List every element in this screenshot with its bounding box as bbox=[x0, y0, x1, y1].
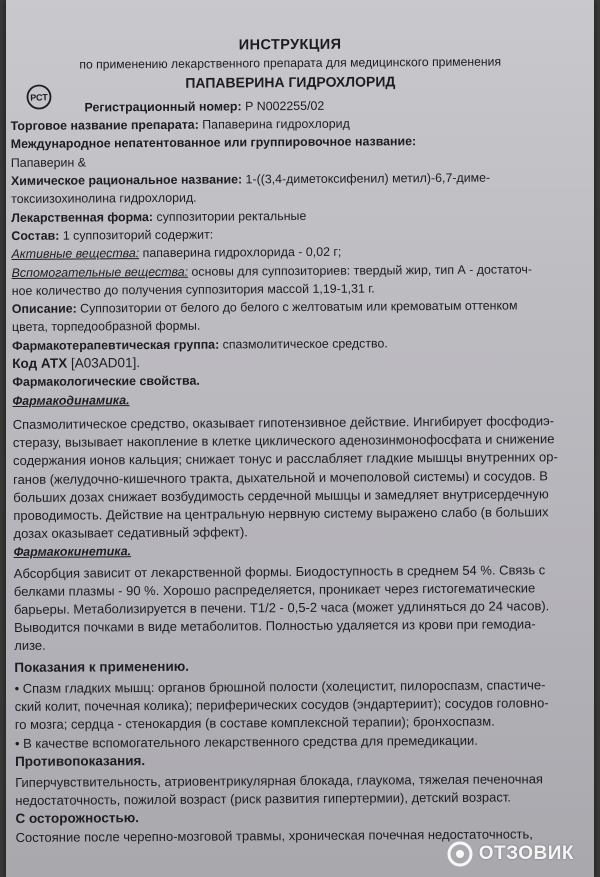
contraindications-line: недостаточность, пожилой возраст (риск развития гипертермии), детский возраст. bbox=[15, 789, 512, 809]
indications-line: ский колит, почечная колика); периферических сосудов (эндартериит); сосудов головно- bbox=[14, 695, 549, 715]
excipients-row bbox=[12, 260, 572, 282]
chemical-name-label: Химическое рациональное название: bbox=[10, 172, 243, 189]
pd-line: стеразу, вызывает накопление в клетке циклического аденозинмонофосфата и снижение bbox=[12, 431, 555, 451]
excipients-label: Вспомогательные вещества: bbox=[11, 264, 189, 280]
dosage-form-label: Лекарственная форма: bbox=[11, 209, 154, 225]
pk-line: барьеры. Метаболизируется в печени. Т1/2 - 0,5-2 часа (может удлиняться до 24 часов). bbox=[13, 598, 550, 618]
active-substances-value: папаверина гидрохлорида - 0,02 г; bbox=[142, 244, 342, 261]
description-continuation: цвета, торпедообразной формы. bbox=[11, 319, 201, 335]
drug-name-heading: ПАПАВЕРИНА ГИДРОХЛОРИД bbox=[185, 72, 396, 91]
pd-line: ганов (желудочно-кишечного тракта, дыхательной и мочеполовой системы) и сосудов. В bbox=[13, 467, 548, 487]
instruction-sheet bbox=[6, 0, 594, 877]
document-body bbox=[10, 34, 576, 847]
registration-label: Регистрационный номер: bbox=[84, 99, 242, 115]
contraindications-heading: Противопоказания. bbox=[14, 752, 146, 769]
trade-name-label: Торговое название препарата: bbox=[10, 117, 199, 134]
pk-line: лизе. bbox=[14, 638, 46, 654]
description-value: Суппозитории от белого до белого с желтоватым или кремоватым оттенком bbox=[80, 298, 518, 316]
composition-label: Состав: bbox=[11, 228, 60, 243]
pd-line: дозах оказывает седативный эффект). bbox=[13, 524, 248, 542]
indications-line: • Спазм гладких мышц: органов брюшной полости (холецистит, пилороспазм, спастиче- bbox=[14, 677, 546, 696]
inn-value: Папаверин & bbox=[10, 155, 87, 170]
pk-line: белками плазмы - 90 %. Хорошо распределяется, проникает через гистогематические bbox=[13, 580, 536, 599]
indications-text bbox=[14, 676, 574, 753]
otzovik-watermark-text: ОТЗОВИК bbox=[478, 843, 574, 864]
indications-line: го мозга; сердца - стенокардия (в составе комплексной терапии); бронхоспазм. bbox=[14, 714, 495, 733]
dosage-form-value: суппозитории ректальные bbox=[156, 208, 307, 224]
pharmacokinetics-heading: Фармакокинетика. bbox=[13, 544, 132, 560]
pd-line: проводимость. Действие на центральную нервную систему выражено слабо (в больших bbox=[13, 504, 549, 523]
rst-mark-text: РСТ bbox=[30, 92, 48, 103]
chemical-name-value: 1-((3,4-диметоксифенил) метил)-6,7-диме- bbox=[245, 170, 491, 187]
pharmacokinetics-text bbox=[14, 561, 575, 656]
composition-value: 1 суппозиторий содержит: bbox=[62, 227, 214, 243]
pharm-group-label: Фармакотерапевтическая группа: bbox=[12, 337, 220, 353]
caution-heading: С осторожностью. bbox=[15, 810, 140, 827]
pharmacodynamics-heading: Фармакодинамика. bbox=[12, 392, 130, 408]
pd-line: содержания ионов кальция; снижает тонус и расслабляет гладкие мышцы внутренних ор- bbox=[12, 449, 558, 469]
pk-line: Абсорбция зависит от лекарственной формы. Биодоступность в среднем 54 %. Связь с bbox=[13, 561, 546, 581]
contraindications-line: Гиперчувствительность, атриовентрикулярная блокада, глаукома, тяжелая печеночная bbox=[15, 771, 544, 791]
document-title: ИНСТРУКЦИЯ bbox=[238, 36, 342, 54]
caution-line: Состояние после черепно-мозговой травмы, хроническая почечная недостаточность, bbox=[15, 826, 533, 845]
excipients-value: основы для суппозиториев: твердый жир, тип А - достаточ- bbox=[191, 261, 533, 279]
pd-line: больших дозах снижает возбудимость сердечной мышцы и замедляет внутрисердечную bbox=[13, 486, 549, 505]
pharmacodynamics-text bbox=[13, 412, 574, 543]
pharm-properties-heading: Фармакологические свойства. bbox=[12, 374, 200, 390]
chemical-name-continuation: токсиизохинолина гидрохлорид. bbox=[11, 191, 197, 207]
excipients-continuation: ное количество до получения суппозитория массой 1,19-1,31 г. bbox=[11, 281, 375, 298]
trade-name-value: Папаверина гидрохлорид bbox=[202, 116, 350, 132]
indications-line: • В качестве вспомогательного лекарственного средства для премедикации. bbox=[14, 732, 478, 751]
contraindications-text bbox=[15, 770, 575, 810]
registration-value: Р N002255/02 bbox=[244, 98, 325, 114]
otzovik-watermark bbox=[447, 841, 574, 867]
active-substances-label: Активные вещества: bbox=[11, 246, 140, 262]
pharm-group-value: спазмолитическое средство. bbox=[222, 336, 388, 352]
description-label: Описание: bbox=[11, 301, 77, 317]
pk-line: Выводится почками в виде метаболитов. Полностью удаляется из крови при гемодиа- bbox=[14, 616, 536, 636]
atc-label: Код АТХ bbox=[12, 355, 68, 372]
inn-label: Международное непатентованное или группировочное название: bbox=[10, 134, 417, 152]
otzovik-logo-icon bbox=[447, 841, 473, 867]
indications-heading: Показания к применению. bbox=[14, 658, 190, 675]
pd-line: Спазмолитическое средство, оказывает гипотензивное действие. Ингибирует фосфодиэ- bbox=[12, 413, 555, 432]
document-subtitle: по применению лекарственного препарата для медицинского применения bbox=[79, 54, 502, 72]
atc-value: [A03AD01]. bbox=[70, 355, 141, 371]
